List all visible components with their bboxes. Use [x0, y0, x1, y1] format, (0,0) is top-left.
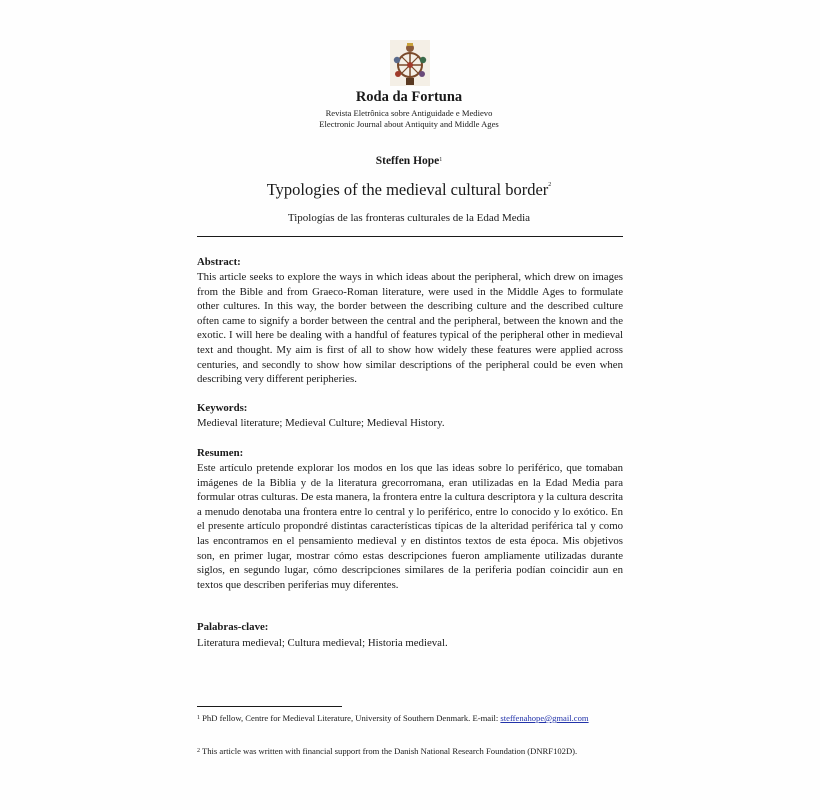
keywords-heading: Keywords: [197, 402, 248, 414]
palabras-clave-heading: Palabras-clave: [197, 621, 269, 633]
keywords-body: Medieval literature; Medieval Culture; Medieval History. [197, 417, 445, 429]
footnote-2-mark: 2 [197, 748, 200, 754]
article-title [196, 180, 622, 200]
journal-subtitle-en: Electronic Journal about Antiquity and Middle Ages [319, 119, 499, 129]
resumen-heading: Resumen: [197, 447, 244, 459]
footnote-2 [197, 746, 623, 757]
abstract-body: This article seeks to explore the ways in which ideas about the peripheral, which drew on images from the Bible and from Graeco-Roman literature, were used in the Middle Ages to formulate other cultures. In this way, the border between the describing culture and the described culture often came to signify a border between the central and the peripheral, between the known and the exotic. I will here be dealing with a handful of features typical of the peripheral other in medieval text and thought. My aim is first of all to show how widely these features were applied across centuries, and secondly to show how similar descriptions of the peripheral could be even when describing very different peripheries. [197, 271, 623, 386]
title-divider [197, 236, 623, 237]
abstract-heading: Abstract: [197, 256, 241, 268]
article-subtitle: Tipologías de las fronteras culturales de la Edad Media [287, 212, 531, 224]
footnote-2-text: This article was written with financial support from the Danish National Research Foundation (DNRF102D). [202, 746, 578, 756]
article-title-text: Typologies of the medieval cultural border [266, 180, 549, 199]
footnote-1-text: PhD fellow, Centre for Medieval Literature, University of Southern Denmark. E-mail: [202, 713, 499, 723]
author-name-text: Steffen Hope [375, 155, 440, 167]
author-email-link[interactable]: steffenahope@gmail.com [500, 713, 589, 723]
palabras-clave-body: Literatura medieval; Cultura medieval; Historia medieval. [197, 637, 448, 649]
journal-title: Roda da Fortuna [355, 89, 463, 105]
footnote-divider [197, 706, 342, 707]
journal-logo [390, 40, 430, 86]
author-name [196, 155, 622, 167]
footnote-1 [197, 713, 623, 724]
resumen-body: Este artículo pretende explorar los modos en los que las ideas sobre lo periférico, que tomaban imágenes de la Biblia y de la literatura grecorromana, eran utilizadas en la Edad Media para formular otras culturas. De esta manera, la frontera entre la cultura descriptora y la cultura descrita a menudo denotaba una frontera entre lo central y lo periférico, entre lo conocido y lo exótico. En el presente artículo propondré distintas características típicas de la alteridad periférica tal y como las encontramos en el pensamiento medieval y en distintos textos de esta época. Mis objetivos son, en primer lugar, mostrar cómo estas descripciones fueron ampliamente utilizadas durante siglos, en segundo lugar, cómo descripciones similares de la periferia podían coincidir aun en textos que describen periferias muy diferentes. [197, 462, 623, 591]
title-footnote-mark: 2 [548, 182, 552, 188]
footnote-1-mark: 1 [197, 715, 200, 721]
journal-subtitle-pt: Revista Eletrônica sobre Antiguidade e Medievo [325, 108, 493, 118]
author-footnote-mark: 1 [439, 157, 443, 163]
